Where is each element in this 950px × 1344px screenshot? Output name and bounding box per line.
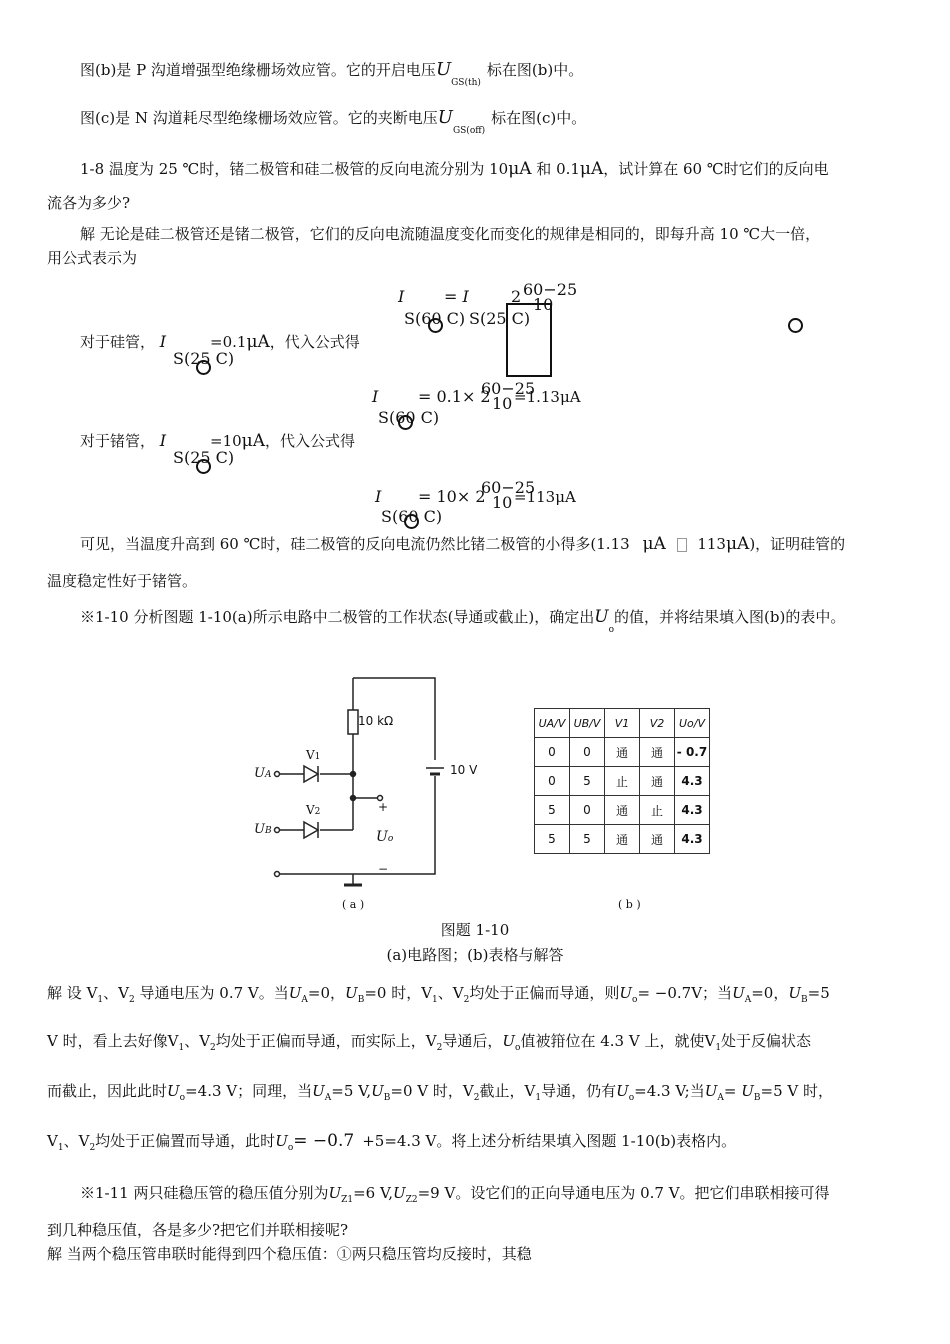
table-cell: 5 xyxy=(570,825,605,854)
table-cell: 0 xyxy=(535,767,570,796)
circuit-diagram xyxy=(240,670,470,920)
solution-1-10-line3: 而截止，因此此时$U_o=4.3$ V；同理，当$U_A=5$ $V,U_B=0$ V 时，$V_2$截止，$V_1$导通，仍有$U_o=4.3$ V;当$U_A= U_B=5$ V 时， xyxy=(47,1082,833,1103)
table-cell: 通 xyxy=(605,825,640,854)
table-cell: 通 xyxy=(640,825,675,854)
table-cell: - 0.7 xyxy=(675,738,710,767)
para-ugs-th: 图(b)是 P 沟道增强型绝缘栅场效应管。它的开启电压$U_{GS(th)}$标在图(b)中。 xyxy=(80,59,584,88)
solution-1-10-line1: 解 设 $V_1$、$V_2$ 导通电压为 0.7 V。当$U_A=0$，$U_B=0$ 时，$V_1$、$V_2$均处于正偏而导通，则$U_o= -0.7V$；当$U_A=0$，$U_B=5$ xyxy=(47,984,830,1005)
solution-1-11: 解 当两个稳压管串联时能得到四个稳压值：①两只稳压管均反接时，其稳 xyxy=(47,1245,532,1263)
table-row xyxy=(535,738,710,767)
table-cell: 4.3 xyxy=(675,825,710,854)
table-cell: 止 xyxy=(640,796,675,825)
plus-sign: + xyxy=(378,800,389,814)
table-cell: 通 xyxy=(605,738,640,767)
table-row xyxy=(535,825,710,854)
problem-1-8: 1-8 温度为 25 ℃时，锗二极管和硅二极管的反向电流分别为 10μA 和 0.1μA，试计算在 60 ℃时它们的反向电 xyxy=(80,159,829,179)
problem-1-10: ※1-10 分析图题 1-10(a)所示电路中二极管的工作状态(导通或截止)，确定出$U_o$的值，并将结果填入图(b)的表中。 xyxy=(80,607,846,635)
table-cell: 0 xyxy=(570,796,605,825)
solution-1-8: 解 无论是硅二极管还是锗二极管，它们的反向电流随温度变化而变化的规律是相同的，即每升高 10 ℃大一倍， xyxy=(80,225,821,243)
table-header: Uo/V xyxy=(675,709,710,738)
minus-sign: − xyxy=(378,862,389,876)
result-table xyxy=(534,708,710,854)
problem-1-11: ※1-11 两只硅稳压管的稳压值分别为$U_{Z1}=6$ $V,U_{Z2}=9$ V。设它们的正向导通电压为 0.7 V。把它们串联相接可得 xyxy=(80,1184,830,1205)
circle-icon xyxy=(788,318,803,333)
table-cell: 止 xyxy=(605,767,640,796)
silicon-sub: S(25 C) xyxy=(173,349,235,368)
germanium-line: 对于锗管， I xyxy=(80,431,167,450)
ua-label: UA xyxy=(254,766,272,781)
table-header-row xyxy=(535,709,710,738)
table-header: UA/V xyxy=(535,709,570,738)
circle-icon xyxy=(428,318,443,333)
table-cell: 通 xyxy=(640,767,675,796)
conclusion-1-8: 可见，当温度升高到 60 ℃时，硅二极管的反向电流仍然比锗二极管的小得多(1.13 μA 113μA)，证明硅管的 xyxy=(80,534,846,554)
solution-1-10-line2: V 时，看上去好像$V_1$、$V_2$均处于正偏而导通，而实际上，$V_2$导通后，$U_o$值被箝位在 4.3 V 上，就使$V_1$处于反偏状态 xyxy=(47,1032,812,1053)
germanium-value: =10μA，代入公式得 xyxy=(210,431,355,451)
circle-icon xyxy=(404,514,419,529)
solution-1-10-line4: $V_1$、$V_2$均处于正偏置而导通，此时$U_o= -0.7 +5=4.3$ V。将上述分析结果填入图题 1-10(b)表格内。 xyxy=(47,1131,737,1153)
silicon-value: =0.1μA，代入公式得 xyxy=(210,332,360,352)
uo-label: Uo xyxy=(376,829,394,845)
problem-1-11-cont: 到几种稳压值，各是多少?把它们并联相接呢? xyxy=(47,1221,349,1239)
table-cell: 0 xyxy=(535,738,570,767)
problem-1-8-cont: 流各为多少? xyxy=(47,194,131,212)
circle-icon xyxy=(196,360,211,375)
missing-glyph-icon xyxy=(677,538,687,552)
figure-caption: 图题 1-10 xyxy=(440,921,510,939)
ub-label: UB xyxy=(254,822,272,837)
fig-label-b: ( b ) xyxy=(618,898,641,911)
germanium-sub: S(25 C) xyxy=(173,448,235,467)
para-ugs-off: 图(c)是 N 沟道耗尽型绝缘栅场效应管。它的夹断电压$U_{GS(off)}$标在图(c)中。 xyxy=(80,107,587,136)
conclusion-1-8-cont: 温度稳定性好于锗管。 xyxy=(47,572,198,590)
table-header: V1 xyxy=(605,709,640,738)
figure-subcaption: (a)电路图；(b)表格与解答 xyxy=(386,946,564,964)
diode-v1-label: V1 xyxy=(306,748,321,762)
placeholder-box xyxy=(506,303,552,377)
table-cell: 通 xyxy=(605,796,640,825)
diode-v2-label: V2 xyxy=(306,803,321,817)
circle-icon xyxy=(196,459,211,474)
solution-1-8-cont: 用公式表示为 xyxy=(47,249,138,267)
table-header: V2 xyxy=(640,709,675,738)
table-cell: 5 xyxy=(535,825,570,854)
table-cell: 通 xyxy=(640,738,675,767)
table-cell: 5 xyxy=(570,767,605,796)
battery-label: 10 V xyxy=(450,763,478,777)
table-cell: 4.3 xyxy=(675,796,710,825)
resistor-label: 10 kΩ xyxy=(358,714,394,728)
silicon-line: 对于硅管， I xyxy=(80,332,167,351)
table-cell: 0 xyxy=(570,738,605,767)
table-row xyxy=(535,767,710,796)
table-header: UB/V xyxy=(570,709,605,738)
fig-label-a: ( a ) xyxy=(342,898,365,911)
table-cell: 5 xyxy=(535,796,570,825)
circle-icon xyxy=(398,415,413,430)
table-row xyxy=(535,796,710,825)
table-cell: 4.3 xyxy=(675,767,710,796)
